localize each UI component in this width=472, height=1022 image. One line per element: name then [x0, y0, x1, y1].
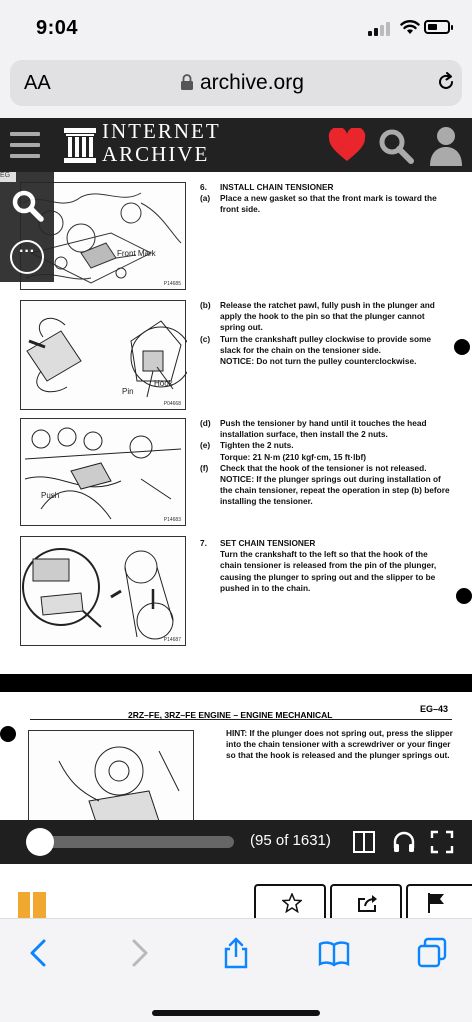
- back-icon[interactable]: [24, 937, 56, 969]
- hook-label: Hook: [154, 379, 173, 388]
- share-sheet-icon[interactable]: [220, 937, 252, 969]
- step-title: SET CHAIN TENSIONER: [220, 538, 316, 548]
- figure-code: P04668: [163, 401, 181, 407]
- hint-diagram: [29, 731, 195, 820]
- notice-text: NOTICE: Do not turn the pulley counterclockwise.: [220, 356, 417, 367]
- lock-icon: [180, 74, 194, 90]
- browser-toolbar: [0, 918, 472, 1022]
- favorite-button[interactable]: [254, 884, 326, 918]
- address-bar[interactable]: [10, 60, 462, 106]
- substep-key: (f): [200, 462, 209, 473]
- substep-text: Turn the crankshaft pulley clockwise to provide some slack for the chain on the tensioner side.: [220, 333, 432, 355]
- side-toolbar: [0, 172, 54, 282]
- page-code: EG–43: [419, 704, 448, 714]
- site-title-line2: ARCHIVE: [102, 142, 210, 166]
- battery-icon: [424, 20, 450, 34]
- hint-text: HINT: If the plunger does not spring out, press the slipper into the chain tensioner with a screwdriver or your finger so that the hook is released and the plunger springs out.: [226, 728, 453, 761]
- heart-icon[interactable]: [328, 128, 366, 162]
- tensioner-diagram: [21, 301, 187, 411]
- side-tag: EG: [0, 172, 16, 182]
- front-mark-label: Front Mark: [117, 249, 156, 258]
- search-icon[interactable]: [378, 128, 414, 164]
- book-viewer[interactable]: [0, 172, 472, 820]
- flag-button[interactable]: [406, 884, 472, 918]
- step-6bc-block: [200, 300, 450, 367]
- user-icon[interactable]: [428, 126, 464, 166]
- headphones-icon[interactable]: [392, 830, 416, 854]
- step-number: 7.: [200, 538, 207, 548]
- substep-key: (c): [200, 333, 211, 344]
- substep-key: (d): [200, 418, 211, 428]
- more-options-icon[interactable]: ···: [10, 240, 44, 274]
- star-icon: [282, 893, 302, 913]
- substep-text: Check that the hook of the tensioner is not released.: [220, 462, 427, 473]
- url-text[interactable]: archive.org: [200, 71, 304, 94]
- page-divider: [0, 674, 472, 692]
- bookmarks-icon[interactable]: [318, 937, 350, 969]
- step-number: 6.: [200, 182, 207, 192]
- reload-icon[interactable]: [436, 72, 456, 92]
- fullscreen-icon[interactable]: [430, 830, 454, 854]
- forward-icon[interactable]: [122, 937, 154, 969]
- step-7-block: [200, 538, 450, 594]
- one-page-view-icon[interactable]: [352, 830, 376, 854]
- page-slider-bar: [0, 820, 472, 864]
- substep-key: (e): [200, 440, 211, 451]
- notice-text: NOTICE: If the plunger springs out during installation of the chain tensioner, repeat the operation in step (b) before installing the tensioner.: [220, 474, 450, 507]
- push-label: Push: [41, 491, 60, 500]
- step-title: INSTALL CHAIN TENSIONER: [220, 182, 334, 192]
- site-title[interactable]: [102, 120, 221, 166]
- hamburger-menu-icon[interactable]: [10, 132, 40, 158]
- figure-hint: [28, 730, 194, 820]
- scan-hole-dot: [456, 588, 472, 604]
- torque-text: Torque: 21 N·m (210 kgf·cm, 15 ft·lbf): [220, 451, 366, 462]
- page-slider-track[interactable]: [28, 836, 234, 848]
- substep-key: (b): [200, 300, 211, 310]
- page-slider-handle[interactable]: [26, 828, 54, 856]
- push-diagram: [21, 419, 187, 527]
- substep-key: (a): [200, 193, 211, 204]
- home-indicator: [152, 1010, 320, 1016]
- page-header-title: 2RZ–FE, 3RZ–FE ENGINE – ENGINE MECHANICAL: [128, 710, 333, 720]
- page-count: (95 of 1631): [250, 832, 331, 849]
- substep-text: Tighten the 2 nuts.: [220, 440, 294, 451]
- figure-code: P14687: [163, 637, 181, 643]
- share-icon: [357, 893, 379, 913]
- scan-hole-dot: [0, 726, 16, 742]
- book-icon: [18, 892, 46, 918]
- figure-push: [20, 418, 186, 526]
- wifi-icon: [400, 19, 420, 35]
- site-title-line1: INTERNET: [102, 119, 221, 143]
- hint-block: [226, 728, 456, 762]
- substep-text: Push the tensioner by hand until it touches the head installation surface, then install the 2 nuts.: [220, 418, 427, 440]
- step-6def-block: [200, 418, 450, 508]
- chain-diagram: [21, 537, 187, 647]
- figure-code: P14683: [163, 517, 181, 523]
- status-bar: [0, 0, 472, 56]
- step-text: Turn the crankshaft to the left so that the hook of the chain tensioner is released from the pin of the plunger, causing the plunger to spring out and the slipper to be pushed in to the chain.: [220, 549, 437, 593]
- scan-hole-dot: [454, 339, 470, 355]
- figure-set-tensioner: [20, 536, 186, 646]
- substep-text: Place a new gasket so that the front mark is toward the front side.: [220, 193, 437, 215]
- figure-code: P14685: [163, 281, 181, 287]
- flag-icon: [426, 891, 448, 913]
- site-header: [0, 118, 472, 172]
- cellular-signal-icon: [368, 22, 394, 36]
- page-header: [30, 702, 452, 720]
- step-6-block: [200, 182, 450, 216]
- clock: 9:04: [36, 17, 79, 39]
- reader-options-button[interactable]: AA: [24, 72, 51, 94]
- figure-pin-hook: [20, 300, 186, 410]
- substep-text: Release the ratchet pawl, fully push in the plunger and apply the hook to the pin so that the plunger cannot spring out.: [220, 300, 435, 333]
- internet-archive-logo[interactable]: [62, 126, 98, 164]
- search-inside-icon[interactable]: [10, 188, 44, 222]
- pin-label: Pin: [122, 387, 134, 396]
- share-button[interactable]: [330, 884, 402, 918]
- tabs-icon[interactable]: [416, 937, 448, 969]
- item-actions: [0, 864, 472, 918]
